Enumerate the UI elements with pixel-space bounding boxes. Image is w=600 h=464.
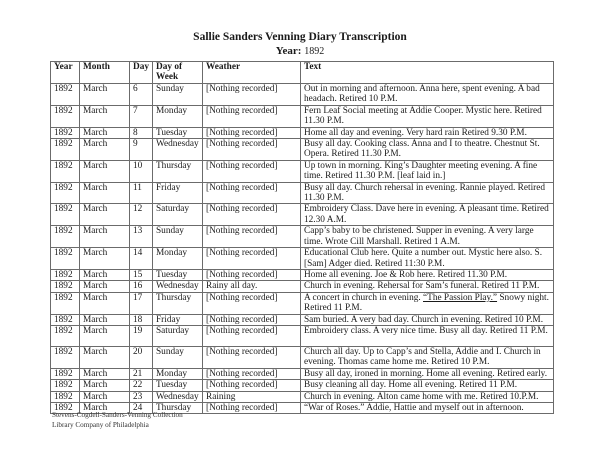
cell-day: 9 <box>130 139 153 161</box>
cell-year: 1892 <box>51 402 80 413</box>
cell-year: 1892 <box>51 204 80 226</box>
cell-month: March <box>80 391 130 402</box>
cell-text: Busy all day. Church rehersal in evening. Rannie played. Retired 11.30 P.M. <box>301 182 554 204</box>
cell-text: Fern Leaf Social meeting at Addie Cooper. Mystic here. Retired 11.30 P.M. <box>301 105 554 127</box>
cell-month: March <box>80 269 130 280</box>
cell-month: March <box>80 204 130 226</box>
cell-text: Busy all day, ironed in morning. Home all evening. Retired early. <box>301 368 554 379</box>
table-row <box>51 380 554 391</box>
cell-year: 1892 <box>51 380 80 391</box>
cell-day: 11 <box>130 182 153 204</box>
cell-text: “War of Roses.” Addie, Hattie and myself out in afternoon. <box>301 402 554 413</box>
cell-year: 1892 <box>51 269 80 280</box>
cell-day-of-week: Friday <box>153 314 203 325</box>
cell-day-of-week: Tuesday <box>153 127 203 138</box>
cell-year: 1892 <box>51 314 80 325</box>
cell-text: Embroidery class. A very nice time. Busy all day. Retired 11 P.M. <box>301 325 554 346</box>
cell-weather: [Nothing recorded] <box>203 269 301 280</box>
cell-weather: [Nothing recorded] <box>203 292 301 314</box>
cell-month: March <box>80 314 130 325</box>
cell-day-of-week: Monday <box>153 105 203 127</box>
table-row <box>51 105 554 127</box>
cell-year: 1892 <box>51 139 80 161</box>
table-row <box>51 281 554 292</box>
cell-month: March <box>80 84 130 106</box>
cell-text: Capp’s baby to be christened. Supper in evening. A very large time. Wrote Cill Marshall. Retired 1 A.M. <box>301 226 554 248</box>
cell-day: 8 <box>130 127 153 138</box>
cell-weather: [Nothing recorded] <box>203 127 301 138</box>
cell-day-of-week: Wednesday <box>153 391 203 402</box>
table-header-row <box>51 62 554 84</box>
cell-year: 1892 <box>51 226 80 248</box>
cell-weather: [Nothing recorded] <box>203 139 301 161</box>
cell-year: 1892 <box>51 84 80 106</box>
cell-month: March <box>80 248 130 270</box>
table-row <box>51 84 554 106</box>
cell-month: March <box>80 105 130 127</box>
table-row <box>51 182 554 204</box>
cell-weather: [Nothing recorded] <box>203 204 301 226</box>
table-row <box>51 314 554 325</box>
table-row <box>51 248 554 270</box>
cell-day-of-week: Thursday <box>153 292 203 314</box>
cell-text: Church all day. Up to Capp’s and Stella, Addie and I. Church in evening. Thomas came home me. Retired 10 P.M. <box>301 346 554 368</box>
cell-text: Church in evening. Rehersal for Sam’s funeral. Retired 11 P.M. <box>301 281 554 292</box>
cell-month: March <box>80 402 130 413</box>
cell-day: 13 <box>130 226 153 248</box>
cell-month: March <box>80 139 130 161</box>
cell-day-of-week: Thursday <box>153 402 203 413</box>
cell-month: March <box>80 127 130 138</box>
document-title: Sallie Sanders Venning Diary Transcription <box>193 31 407 43</box>
cell-weather: [Nothing recorded] <box>203 182 301 204</box>
cell-text: Home all evening. Joe & Rob here. Retired 11.30 P.M. <box>301 269 554 280</box>
cell-year: 1892 <box>51 391 80 402</box>
cell-day: 20 <box>130 346 153 368</box>
table-row <box>51 160 554 182</box>
text-segment: A concert in church in evening. <box>304 292 424 303</box>
cell-weather: [Nothing recorded] <box>203 84 301 106</box>
cell-weather: [Nothing recorded] <box>203 368 301 379</box>
cell-day: 6 <box>130 84 153 106</box>
cell-year: 1892 <box>51 346 80 368</box>
cell-text: Up town in morning. King’s Daughter meeting evening. A fine time. Retired 11.30 P.M. [leaf laid in.] <box>301 160 554 182</box>
cell-weather: [Nothing recorded] <box>203 105 301 127</box>
cell-text: Busy all day. Cooking class. Anna and I to theatre. Chestnut St. Opera. Retired 11.30 P.M. <box>301 139 554 161</box>
cell-day: 22 <box>130 380 153 391</box>
text-segment: Snowy night. Retired 11 P.M. <box>304 292 549 314</box>
cell-day: 18 <box>130 314 153 325</box>
cell-day-of-week: Sunday <box>153 346 203 368</box>
cell-month: March <box>80 346 130 368</box>
diary-table <box>50 61 554 414</box>
header-month: Month <box>80 62 130 84</box>
cell-month: March <box>80 292 130 314</box>
table-row <box>51 204 554 226</box>
table-row <box>51 269 554 280</box>
cell-year: 1892 <box>51 248 80 270</box>
cell-month: March <box>80 160 130 182</box>
cell-weather: [Nothing recorded] <box>203 325 301 346</box>
cell-weather: Raining <box>203 391 301 402</box>
header-text: Text <box>301 62 554 84</box>
collection-name: Stevens-Cogdell-Sanders-Venning Collection <box>52 411 183 419</box>
table-row <box>51 127 554 138</box>
cell-text: Home all day and evening. Very hard rain Retired 9.30 P.M. <box>301 127 554 138</box>
library-name: Library Company of Philadelphia <box>52 420 149 429</box>
cell-weather: Rainy all day. <box>203 281 301 292</box>
cell-day-of-week: Friday <box>153 182 203 204</box>
cell-weather: [Nothing recorded] <box>203 380 301 391</box>
cell-month: March <box>80 368 130 379</box>
cell-day-of-week: Saturday <box>153 204 203 226</box>
cell-text: Embroidery Class. Dave here in evening. A pleasant time. Retired 12.30 A.M. <box>301 204 554 226</box>
cell-day: 21 <box>130 368 153 379</box>
cell-year: 1892 <box>51 160 80 182</box>
year-value: 1892 <box>304 46 325 57</box>
header-weather: Weather <box>203 62 301 84</box>
cell-year: 1892 <box>51 325 80 346</box>
cell-month: March <box>80 380 130 391</box>
underlined-title: “The Passion Play.” <box>423 292 498 303</box>
cell-day: 19 <box>130 325 153 346</box>
cell-month: March <box>80 182 130 204</box>
cell-day-of-week: Tuesday <box>153 269 203 280</box>
table-row <box>51 226 554 248</box>
cell-month: March <box>80 281 130 292</box>
cell-text: Educational Club here. Quite a number out. Mystic here also. S. [Sam] Adger died. Retired 11:30 P.M. <box>301 248 554 270</box>
cell-day-of-week: Sunday <box>153 226 203 248</box>
cell-day-of-week: Thursday <box>153 160 203 182</box>
cell-weather: [Nothing recorded] <box>203 314 301 325</box>
cell-day-of-week: Tuesday <box>153 380 203 391</box>
cell-day-of-week: Wednesday <box>153 139 203 161</box>
cell-day: 16 <box>130 281 153 292</box>
table-row <box>51 346 554 368</box>
cell-weather: [Nothing recorded] <box>203 248 301 270</box>
table-row <box>51 325 554 346</box>
cell-month: March <box>80 325 130 346</box>
cell-year: 1892 <box>51 127 80 138</box>
cell-day-of-week: Monday <box>153 368 203 379</box>
cell-day: 23 <box>130 391 153 402</box>
cell-weather: [Nothing recorded] <box>203 226 301 248</box>
cell-year: 1892 <box>51 292 80 314</box>
cell-year: 1892 <box>51 368 80 379</box>
collection-credit <box>52 411 183 430</box>
cell-day: 7 <box>130 105 153 127</box>
cell-text: Out in morning and afternoon. Anna here, spent evening. A bad headach. Retired 10 P.M. <box>301 84 554 106</box>
cell-year: 1892 <box>51 105 80 127</box>
cell-day-of-week: Sunday <box>153 84 203 106</box>
cell-text: Busy cleaning all day. Home all evening. Retired 11 P.M. <box>301 380 554 391</box>
cell-day-of-week: Wednesday <box>153 281 203 292</box>
cell-day-of-week: Monday <box>153 248 203 270</box>
header-day: Day <box>130 62 153 84</box>
cell-text <box>301 292 554 314</box>
cell-text: Church in evening. Alton came home with me. Retired 10.P.M. <box>301 391 554 402</box>
table-row <box>51 139 554 161</box>
table-row <box>51 368 554 379</box>
cell-day: 14 <box>130 248 153 270</box>
table-row <box>51 391 554 402</box>
cell-year: 1892 <box>51 281 80 292</box>
cell-day: 10 <box>130 160 153 182</box>
cell-day: 12 <box>130 204 153 226</box>
cell-year: 1892 <box>51 182 80 204</box>
table-row <box>51 292 554 314</box>
cell-day-of-week: Saturday <box>153 325 203 346</box>
year-label: Year: <box>275 45 302 57</box>
cell-day: 24 <box>130 402 153 413</box>
header-year: Year <box>51 62 80 84</box>
header-day-of-week: Day of Week <box>153 62 203 84</box>
cell-weather: [Nothing recorded] <box>203 402 301 413</box>
cell-text: Sam buried. A very bad day. Church in evening. Retired 10 P.M. <box>301 314 554 325</box>
cell-month: March <box>80 226 130 248</box>
cell-day: 15 <box>130 269 153 280</box>
cell-weather: [Nothing recorded] <box>203 160 301 182</box>
cell-day: 17 <box>130 292 153 314</box>
document-year <box>0 45 600 58</box>
cell-weather: [Nothing recorded] <box>203 346 301 368</box>
